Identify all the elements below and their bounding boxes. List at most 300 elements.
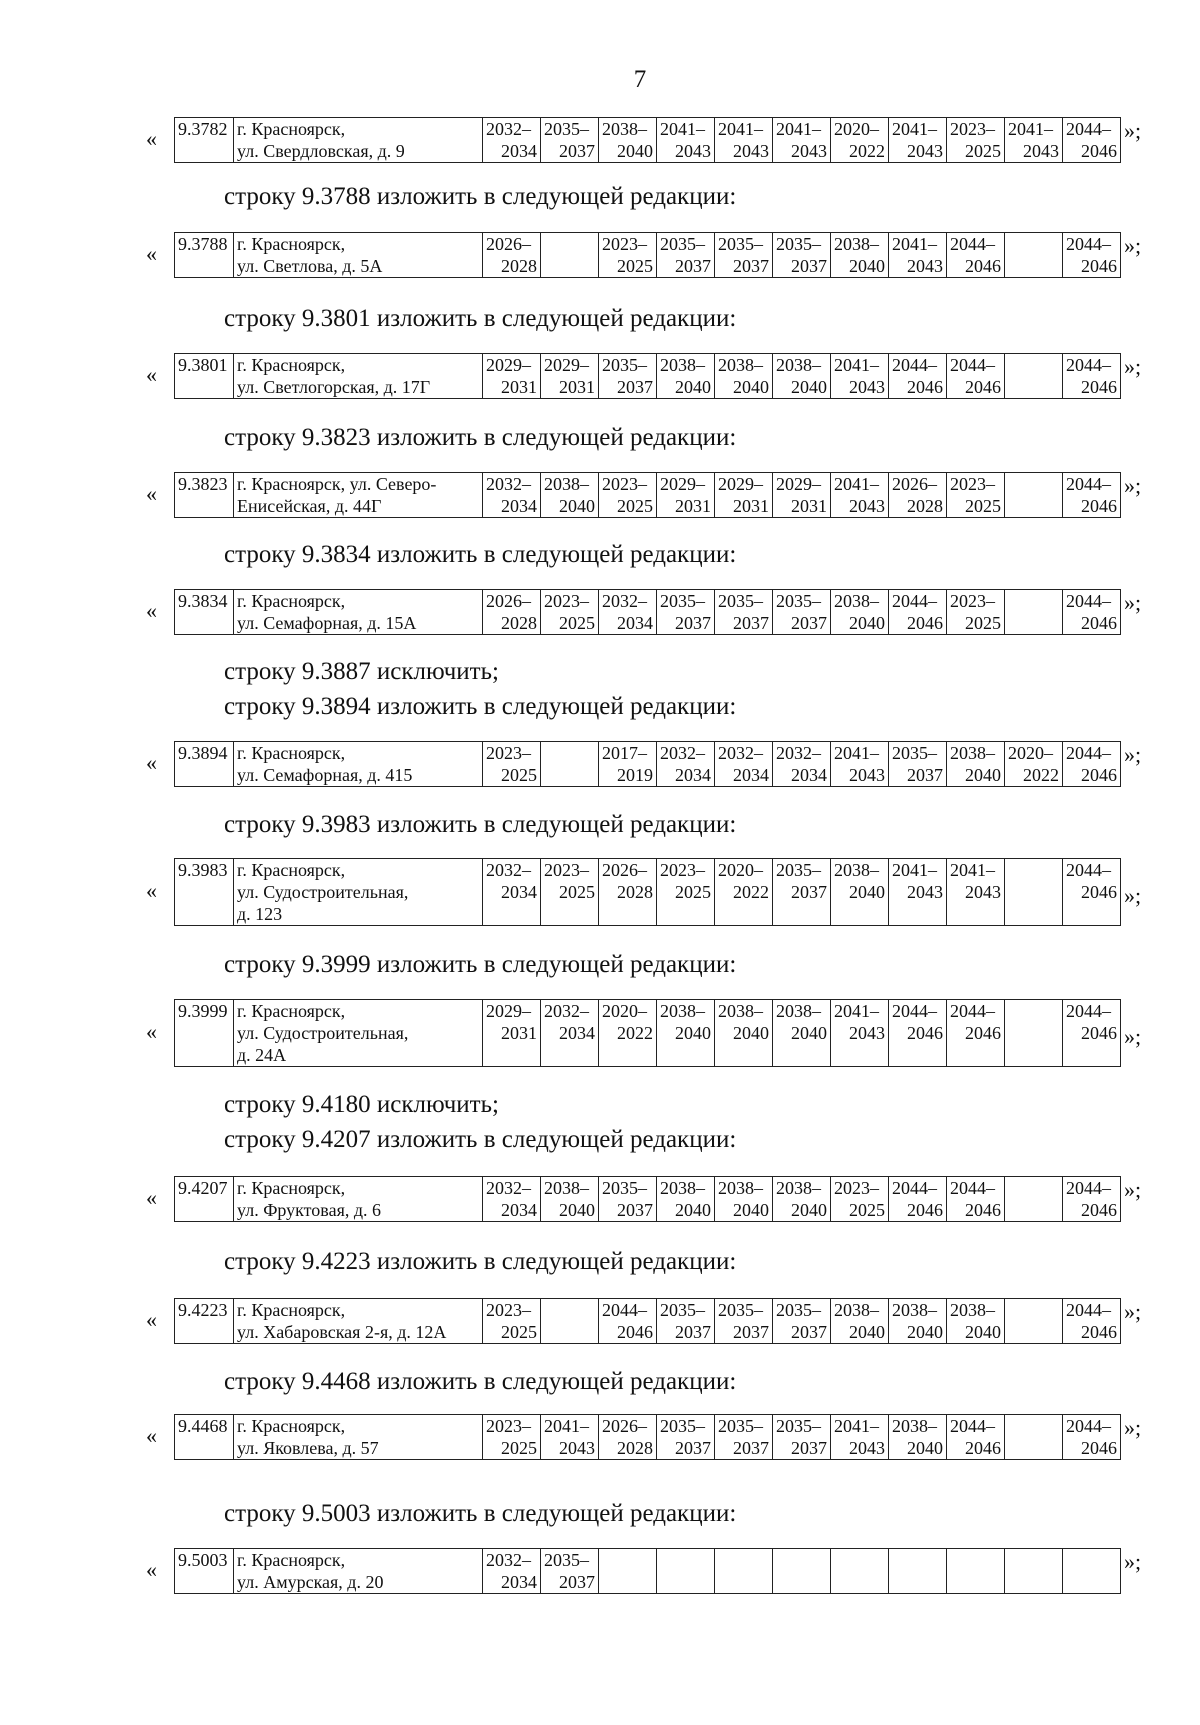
- year-range-cell: [831, 1415, 889, 1460]
- year-end: [544, 764, 595, 786]
- year-range-cell: [773, 1000, 831, 1067]
- year-start: 2038–: [718, 355, 763, 375]
- year-range-cell: [715, 1549, 773, 1594]
- address-cell: [234, 1549, 483, 1594]
- year-start: 2020–: [1008, 743, 1053, 763]
- year-start: 2032–: [544, 1001, 589, 1021]
- table-row: [174, 117, 1121, 163]
- year-end: 2028: [501, 256, 537, 276]
- year-end: 2031: [501, 377, 537, 397]
- year-end: [1008, 1437, 1059, 1459]
- year-start: 2041–: [834, 474, 879, 494]
- year-range-cell: [947, 118, 1005, 163]
- table-row-cells: [175, 1000, 1121, 1067]
- year-start: 2023–: [486, 1300, 531, 1320]
- year-end: 2046: [1081, 1438, 1117, 1458]
- open-quote: «: [146, 126, 157, 151]
- year-range-cell: [657, 354, 715, 399]
- year-range-cell: [1063, 742, 1121, 787]
- year-range-cell: [831, 742, 889, 787]
- year-range-cell: [947, 1000, 1005, 1067]
- address-cell: [234, 1299, 483, 1344]
- year-end: [892, 1571, 943, 1593]
- table-row: [174, 1298, 1121, 1344]
- address-line: ул. Хабаровская 2-я, д. 12А: [237, 1322, 447, 1342]
- year-end: 2037: [733, 613, 769, 633]
- year-range-cell: [483, 1415, 541, 1460]
- year-range-cell: [599, 1299, 657, 1344]
- instruction-text: строку 9.4468 изложить в следующей редакции:: [224, 1368, 737, 1395]
- address-line: ул. Судостроительная,: [237, 882, 409, 902]
- year-end: 2037: [617, 377, 653, 397]
- address-line: ул. Амурская, д. 20: [237, 1572, 384, 1592]
- year-end: 2046: [1081, 256, 1117, 276]
- address-line: ул. Семафорная, д. 15А: [237, 613, 417, 633]
- year-range-cell: [1005, 1299, 1063, 1344]
- year-end: [776, 1571, 827, 1593]
- year-end: 2037: [791, 882, 827, 902]
- year-range-cell: [1063, 1299, 1121, 1344]
- year-start: 2041–: [892, 234, 937, 254]
- instruction-text: строку 9.4180 исключить;: [224, 1091, 499, 1118]
- year-start: 2038–: [892, 1300, 937, 1320]
- year-range-cell: [1063, 354, 1121, 399]
- year-start: 2044–: [1066, 1178, 1111, 1198]
- year-start: 2023–: [602, 234, 647, 254]
- year-end: 2037: [675, 613, 711, 633]
- year-range-cell: [541, 354, 599, 399]
- year-end: 2040: [675, 377, 711, 397]
- year-end: 2040: [733, 1200, 769, 1220]
- year-start: 2041–: [834, 355, 879, 375]
- year-start: 2029–: [544, 355, 589, 375]
- year-start: 2041–: [834, 1416, 879, 1436]
- year-range-cell: [1005, 1415, 1063, 1460]
- year-end: 2043: [675, 141, 711, 161]
- year-start: 2044–: [1066, 743, 1111, 763]
- year-end: 2040: [907, 1438, 943, 1458]
- year-range-cell: [599, 590, 657, 635]
- year-end: 2040: [849, 882, 885, 902]
- year-end: 2034: [559, 1023, 595, 1043]
- year-end: 2046: [907, 613, 943, 633]
- year-range-cell: [947, 742, 1005, 787]
- year-range-cell: [483, 590, 541, 635]
- year-start: 2035–: [660, 1416, 705, 1436]
- year-start: 2044–: [892, 355, 937, 375]
- year-range-cell: [889, 354, 947, 399]
- year-range-cell: [773, 742, 831, 787]
- year-range-cell: [773, 1415, 831, 1460]
- year-start: 2041–: [834, 743, 879, 763]
- open-quote: «: [146, 362, 157, 387]
- year-end: 2025: [965, 613, 1001, 633]
- year-range-cell: [483, 233, 541, 278]
- year-end: 2046: [1081, 882, 1117, 902]
- year-start: 2017–: [602, 743, 647, 763]
- year-end: 2046: [1081, 377, 1117, 397]
- year-start: 2035–: [602, 355, 647, 375]
- year-start: 2038–: [834, 860, 879, 880]
- year-end: 2043: [849, 496, 885, 516]
- year-range-cell: [483, 354, 541, 399]
- year-start: [1008, 473, 1059, 495]
- year-range-cell: [1063, 473, 1121, 518]
- year-range-cell: [1005, 1177, 1063, 1222]
- year-range-cell: [541, 1177, 599, 1222]
- year-start: 2020–: [602, 1001, 647, 1021]
- year-end: 2019: [617, 765, 653, 785]
- year-range-cell: [947, 233, 1005, 278]
- year-range-cell: [657, 590, 715, 635]
- year-range-cell: [831, 118, 889, 163]
- open-quote: «: [146, 1185, 157, 1210]
- year-end: [1008, 1199, 1059, 1221]
- year-start: 2032–: [486, 860, 531, 880]
- address-line: д. 24А: [237, 1045, 287, 1065]
- year-end: 2025: [501, 765, 537, 785]
- close-quote: »;: [1124, 590, 1142, 615]
- address-line: ул. Семафорная, д. 415: [237, 765, 413, 785]
- table-row-cells: [175, 590, 1121, 635]
- year-end: 2034: [733, 765, 769, 785]
- year-start: 2026–: [486, 234, 531, 254]
- year-end: 2031: [791, 496, 827, 516]
- year-start: 2035–: [660, 1300, 705, 1320]
- address-line: г. Красноярск,: [237, 119, 346, 139]
- year-range-cell: [831, 473, 889, 518]
- year-start: 2038–: [834, 234, 879, 254]
- year-range-cell: [657, 233, 715, 278]
- address-line: г. Красноярск,: [237, 1178, 346, 1198]
- year-end: 2025: [559, 882, 595, 902]
- year-range-cell: [831, 1000, 889, 1067]
- table-row-cells: [175, 118, 1121, 163]
- year-start: 2032–: [486, 474, 531, 494]
- year-start: 2041–: [544, 1416, 589, 1436]
- year-start: 2038–: [776, 355, 821, 375]
- table-row: [174, 232, 1121, 278]
- year-start: 2026–: [892, 474, 937, 494]
- close-quote: »;: [1124, 1299, 1142, 1324]
- year-range-cell: [889, 1299, 947, 1344]
- year-start: 2035–: [776, 234, 821, 254]
- year-start: 2044–: [1066, 234, 1111, 254]
- year-range-cell: [657, 1000, 715, 1067]
- year-range-cell: [541, 590, 599, 635]
- table-row-cells: [175, 859, 1121, 926]
- instruction-text: строку 9.3834 изложить в следующей редакции:: [224, 541, 737, 568]
- year-end: 2034: [617, 613, 653, 633]
- year-range-cell: [831, 233, 889, 278]
- year-start: 2044–: [1066, 591, 1111, 611]
- year-end: 2037: [733, 256, 769, 276]
- open-quote: «: [146, 750, 157, 775]
- year-range-cell: [599, 742, 657, 787]
- year-end: [660, 1571, 711, 1593]
- year-start: 2041–: [660, 119, 705, 139]
- year-start: 2029–: [486, 355, 531, 375]
- open-quote: «: [146, 481, 157, 506]
- address-cell: [234, 233, 483, 278]
- year-end: 2040: [559, 1200, 595, 1220]
- year-start: 2038–: [776, 1001, 821, 1021]
- year-start: 2029–: [486, 1001, 531, 1021]
- year-start: [892, 1549, 943, 1571]
- year-end: 2043: [849, 1023, 885, 1043]
- open-quote: «: [146, 1019, 157, 1044]
- instruction-text: строку 9.3823 изложить в следующей редакции:: [224, 424, 737, 451]
- address-line: г. Красноярск,: [237, 591, 346, 611]
- year-start: [544, 1299, 595, 1321]
- year-end: 2040: [675, 1200, 711, 1220]
- year-start: 2038–: [718, 1178, 763, 1198]
- year-range-cell: [773, 590, 831, 635]
- table-row: [174, 1176, 1121, 1222]
- year-end: 2037: [791, 613, 827, 633]
- year-range-cell: [773, 354, 831, 399]
- year-range-cell: [773, 1177, 831, 1222]
- year-range-cell: [715, 1415, 773, 1460]
- year-range-cell: [1005, 1549, 1063, 1594]
- address-line: г. Красноярск,: [237, 355, 346, 375]
- year-end: 2022: [617, 1023, 653, 1043]
- year-range-cell: [831, 859, 889, 926]
- year-range-cell: [541, 742, 599, 787]
- year-end: 2028: [907, 496, 943, 516]
- year-end: [1008, 612, 1059, 634]
- year-end: 2034: [501, 882, 537, 902]
- year-start: 2044–: [602, 1300, 647, 1320]
- year-end: 2031: [559, 377, 595, 397]
- year-range-cell: [599, 859, 657, 926]
- year-start: [544, 742, 595, 764]
- table-row-cells: [175, 233, 1121, 278]
- year-end: [834, 1571, 885, 1593]
- year-range-cell: [599, 118, 657, 163]
- year-end: 2046: [907, 1200, 943, 1220]
- year-range-cell: [889, 233, 947, 278]
- year-end: 2046: [907, 1023, 943, 1043]
- year-end: 2022: [733, 882, 769, 902]
- year-start: 2038–: [544, 1178, 589, 1198]
- year-start: 2023–: [950, 119, 995, 139]
- instruction-text: строку 9.3788 изложить в следующей редакции:: [224, 183, 737, 210]
- year-end: 2043: [965, 882, 1001, 902]
- year-range-cell: [1063, 590, 1121, 635]
- year-start: 2035–: [776, 591, 821, 611]
- year-range-cell: [889, 1415, 947, 1460]
- year-end: 2046: [965, 1023, 1001, 1043]
- year-end: 2046: [617, 1322, 653, 1342]
- year-end: 2025: [559, 613, 595, 633]
- year-start: [950, 1549, 1001, 1571]
- year-start: 2023–: [486, 1416, 531, 1436]
- year-start: [1008, 1177, 1059, 1199]
- year-start: 2035–: [660, 234, 705, 254]
- year-range-cell: [483, 473, 541, 518]
- year-range-cell: [715, 473, 773, 518]
- year-range-cell: [599, 354, 657, 399]
- table-row-cells: [175, 1177, 1121, 1222]
- year-start: [1008, 590, 1059, 612]
- table-row: [174, 353, 1121, 399]
- open-quote: «: [146, 1307, 157, 1332]
- year-range-cell: [599, 233, 657, 278]
- year-start: [1008, 233, 1059, 255]
- year-end: 2028: [617, 1438, 653, 1458]
- year-start: 2038–: [776, 1178, 821, 1198]
- year-range-cell: [773, 1299, 831, 1344]
- year-end: 2037: [791, 256, 827, 276]
- year-start: 2035–: [776, 860, 821, 880]
- year-range-cell: [541, 233, 599, 278]
- year-range-cell: [889, 1549, 947, 1594]
- year-end: 2025: [965, 496, 1001, 516]
- year-start: 2026–: [602, 1416, 647, 1436]
- year-range-cell: [889, 1177, 947, 1222]
- year-start: [776, 1549, 827, 1571]
- year-start: 2038–: [660, 1178, 705, 1198]
- year-range-cell: [947, 1415, 1005, 1460]
- instruction-text: строку 9.3801 изложить в следующей редакции:: [224, 305, 737, 332]
- year-range-cell: [715, 233, 773, 278]
- address-cell: [234, 1177, 483, 1222]
- year-end: 2043: [849, 1438, 885, 1458]
- year-range-cell: [483, 1000, 541, 1067]
- year-start: 2023–: [834, 1178, 879, 1198]
- address-line: ул. Светлогорская, д. 17Г: [237, 377, 431, 397]
- year-start: 2029–: [660, 474, 705, 494]
- year-start: 2044–: [950, 355, 995, 375]
- year-end: 2025: [965, 141, 1001, 161]
- year-end: 2022: [1023, 765, 1059, 785]
- year-start: 2032–: [602, 591, 647, 611]
- year-range-cell: [773, 233, 831, 278]
- year-start: 2032–: [486, 1550, 531, 1570]
- year-end: 2025: [501, 1322, 537, 1342]
- year-end: 2037: [617, 1200, 653, 1220]
- year-range-cell: [947, 1299, 1005, 1344]
- year-start: 2038–: [834, 1300, 879, 1320]
- instruction-text: строку 9.3887 исключить;: [224, 658, 499, 685]
- year-end: 2034: [675, 765, 711, 785]
- year-end: 2037: [791, 1322, 827, 1342]
- year-start: 2044–: [950, 234, 995, 254]
- year-start: 2029–: [718, 474, 763, 494]
- year-range-cell: [947, 473, 1005, 518]
- address-cell: [234, 859, 483, 926]
- address-line: г. Красноярск,: [237, 1001, 346, 1021]
- year-end: [602, 1571, 653, 1593]
- year-end: 2040: [559, 496, 595, 516]
- year-end: 2037: [559, 141, 595, 161]
- year-start: 2035–: [718, 1416, 763, 1436]
- year-range-cell: [657, 859, 715, 926]
- close-quote: »;: [1124, 473, 1142, 498]
- close-quote: »;: [1124, 354, 1142, 379]
- row-number-cell: 9.3983: [175, 859, 234, 926]
- year-end: [544, 1321, 595, 1343]
- year-end: 2046: [965, 1438, 1001, 1458]
- year-range-cell: [483, 1177, 541, 1222]
- year-end: 2046: [1081, 1322, 1117, 1342]
- year-end: 2043: [907, 882, 943, 902]
- year-start: 2035–: [544, 1550, 589, 1570]
- table-row: [174, 1414, 1121, 1460]
- year-start: 2020–: [834, 119, 879, 139]
- year-range-cell: [715, 742, 773, 787]
- open-quote: «: [146, 598, 157, 623]
- row-number-cell: 9.3788: [175, 233, 234, 278]
- year-start: 2044–: [1066, 1300, 1111, 1320]
- year-range-cell: [1005, 859, 1063, 926]
- year-start: 2026–: [602, 860, 647, 880]
- year-start: 2032–: [718, 743, 763, 763]
- year-end: [1008, 1321, 1059, 1343]
- address-cell: [234, 473, 483, 518]
- year-end: 2025: [617, 256, 653, 276]
- year-range-cell: [1005, 118, 1063, 163]
- year-range-cell: [541, 1415, 599, 1460]
- year-start: 2041–: [718, 119, 763, 139]
- year-range-cell: [773, 473, 831, 518]
- row-number-cell: 9.4223: [175, 1299, 234, 1344]
- year-range-cell: [715, 859, 773, 926]
- year-end: 2037: [675, 1438, 711, 1458]
- year-end: [950, 1571, 1001, 1593]
- year-start: 2041–: [1008, 119, 1053, 139]
- instruction-text: строку 9.3999 изложить в следующей редакции:: [224, 951, 737, 978]
- year-end: 2025: [675, 882, 711, 902]
- year-start: 2044–: [950, 1178, 995, 1198]
- year-end: [1008, 881, 1059, 903]
- year-range-cell: [1005, 590, 1063, 635]
- year-range-cell: [599, 1000, 657, 1067]
- row-number-cell: 9.3999: [175, 1000, 234, 1067]
- year-range-cell: [657, 1177, 715, 1222]
- instruction-text: строку 9.3894 изложить в следующей редакции:: [224, 693, 737, 720]
- year-end: 2037: [791, 1438, 827, 1458]
- year-end: 2040: [733, 377, 769, 397]
- year-range-cell: [831, 1549, 889, 1594]
- year-start: 2038–: [660, 355, 705, 375]
- year-range-cell: [541, 1000, 599, 1067]
- year-end: 2043: [1023, 141, 1059, 161]
- year-start: 2032–: [486, 119, 531, 139]
- year-end: 2037: [559, 1572, 595, 1592]
- year-range-cell: [599, 1549, 657, 1594]
- address-cell: [234, 742, 483, 787]
- year-start: 2035–: [544, 119, 589, 139]
- open-quote: «: [146, 241, 157, 266]
- year-start: 2035–: [718, 1300, 763, 1320]
- year-end: 2043: [791, 141, 827, 161]
- close-quote: »;: [1124, 883, 1142, 908]
- year-range-cell: [541, 859, 599, 926]
- year-end: 2040: [907, 1322, 943, 1342]
- address-line: Енисейская, д. 44Г: [237, 496, 382, 516]
- year-end: 2025: [617, 496, 653, 516]
- year-end: 2046: [907, 377, 943, 397]
- year-end: 2031: [675, 496, 711, 516]
- year-range-cell: [889, 859, 947, 926]
- address-line: г. Красноярск,: [237, 1550, 346, 1570]
- year-range-cell: [541, 1549, 599, 1594]
- year-range-cell: [715, 354, 773, 399]
- year-range-cell: [715, 1000, 773, 1067]
- row-number-cell: 9.4207: [175, 1177, 234, 1222]
